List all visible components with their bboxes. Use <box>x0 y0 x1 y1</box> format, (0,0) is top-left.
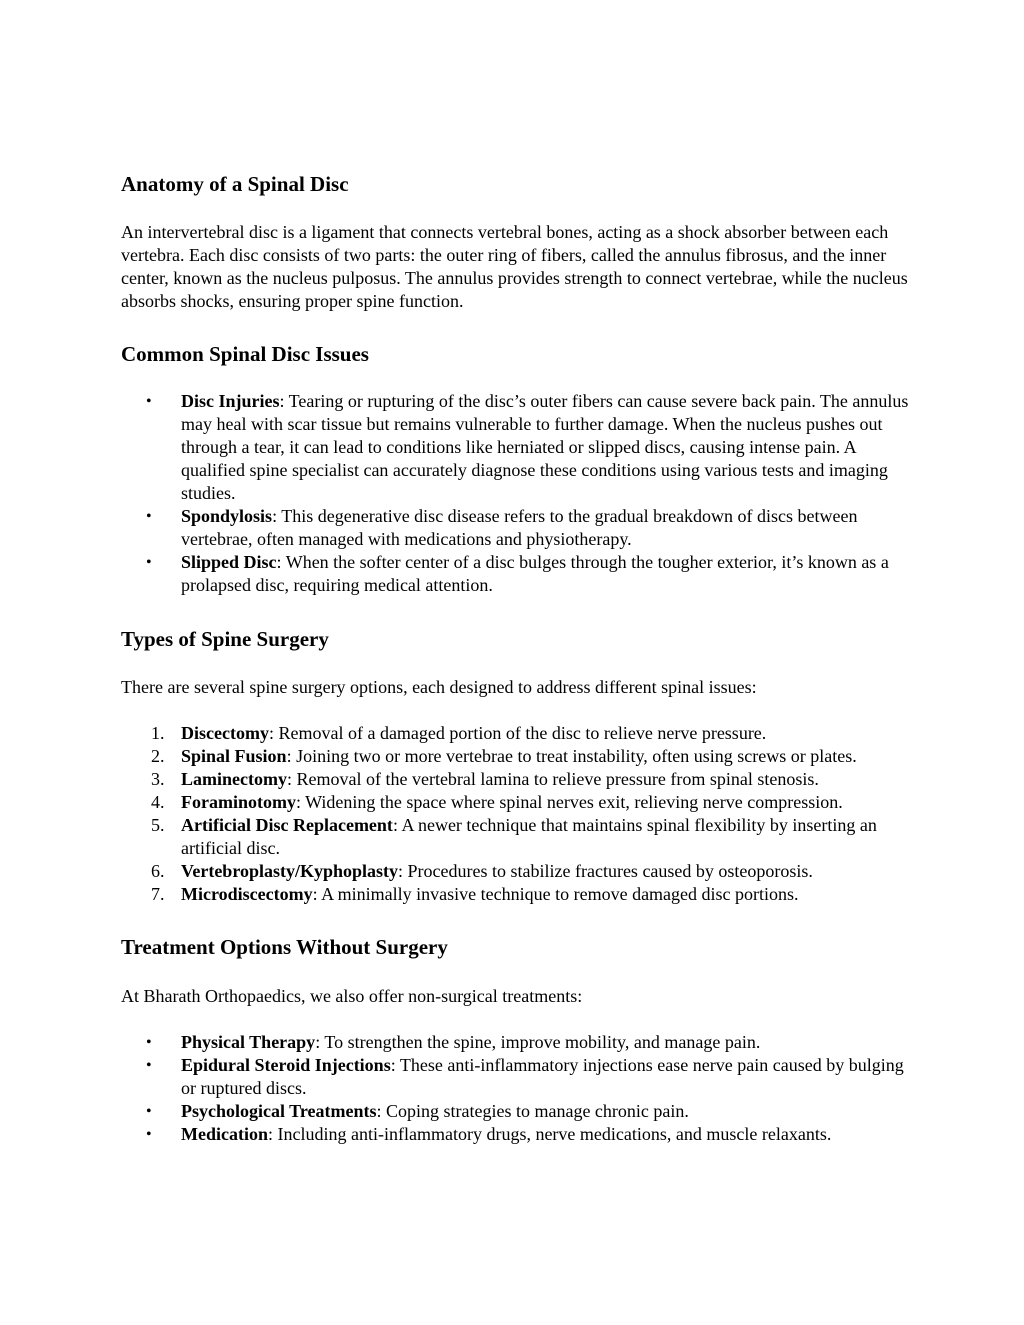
list-item <box>121 814 911 860</box>
list-item <box>121 1100 911 1123</box>
list-item-text: : Including anti-inflammatory drugs, nerve medications, and muscle relaxants. <box>268 1124 832 1144</box>
list-item-text: : These anti-inflammatory injections ease nerve pain caused by bulging or ruptured discs. <box>181 1055 904 1098</box>
list-item <box>121 791 911 814</box>
list-item-text: : Removal of the vertebral lamina to relieve pressure from spinal stenosis. <box>286 769 819 789</box>
list-item-term: Slipped Disc <box>181 552 277 572</box>
list-item <box>121 505 911 551</box>
list-item-term: Artificial Disc Replacement <box>181 815 393 835</box>
list-item-text: : Coping strategies to manage chronic pain. <box>376 1101 689 1121</box>
list-item <box>121 551 911 597</box>
list-item-term: Spondylosis <box>181 506 273 526</box>
list-item-text: : A minimally invasive technique to remove damaged disc portions. <box>312 884 799 904</box>
list-item <box>121 1123 911 1146</box>
list-item <box>121 860 911 883</box>
list-item-term: Medication <box>181 1124 268 1144</box>
list-item-text: : When the softer center of a disc bulges through the tougher exterior, it’s known as a prolapsed disc, requiring medical attention. <box>181 552 889 595</box>
list-number: 6. <box>151 861 165 881</box>
list-number: 1. <box>151 723 165 743</box>
list-item <box>121 745 911 768</box>
section-heading-types: Types of Spine Surgery <box>121 627 329 651</box>
list-item-text: : Widening the space where spinal nerves exit, relieving nerve compression. <box>295 792 843 812</box>
list-item-text: : A newer technique that maintains spinal flexibility by inserting an artificial disc. <box>181 815 877 858</box>
surgery-types-list <box>121 722 911 906</box>
list-item <box>121 1054 911 1100</box>
list-item-text: : Joining two or more vertebrae to treat instability, often using screws or plates. <box>286 746 857 766</box>
list-item <box>121 768 911 791</box>
section-heading-treatment: Treatment Options Without Surgery <box>121 935 448 959</box>
treatment-intro: At Bharath Orthopaedics, we also offer non-surgical treatments: <box>121 986 583 1006</box>
types-intro: There are several spine surgery options, each designed to address different spinal issues: <box>121 677 757 697</box>
bullet-icon: • <box>146 1126 152 1143</box>
list-item-term: Psychological Treatments <box>181 1101 377 1121</box>
list-number: 7. <box>151 884 165 904</box>
bullet-icon: • <box>146 554 152 571</box>
list-item-text: : This degenerative disc disease refers to the gradual breakdown of discs between vertebrae, often managed with medications and physiotherapy. <box>181 506 858 549</box>
list-item-term: Microdiscectomy <box>181 884 313 904</box>
list-item-term: Discectomy <box>181 723 269 743</box>
bullet-icon: • <box>146 1103 152 1120</box>
list-item-term: Physical Therapy <box>181 1032 316 1052</box>
list-item-text: : Procedures to stabilize fractures caused by osteoporosis. <box>398 861 813 881</box>
list-item-term: Spinal Fusion <box>181 746 287 766</box>
bullet-icon: • <box>146 508 152 525</box>
list-item-text: : To strengthen the spine, improve mobility, and manage pain. <box>315 1032 761 1052</box>
list-item <box>121 722 911 745</box>
list-item <box>121 883 911 906</box>
list-item-term: Vertebroplasty/Kyphoplasty <box>181 861 399 881</box>
anatomy-paragraph: An intervertebral disc is a ligament that connects vertebral bones, acting as a shock absorber between each vertebra. Each disc consists of two parts: the outer ring of fibers, called the annulus fibrosus, and the inner center, known as the nucleus pulposus. The annulus provides strength to connect vertebrae, while the nucleus absorbs shocks, ensuring proper spine function. <box>121 222 908 311</box>
document-page <box>121 170 911 1146</box>
list-number: 4. <box>151 792 165 812</box>
list-item-text: : Tearing or rupturing of the disc’s outer fibers can cause severe back pain. The annulus may heal with scar tissue but remains vulnerable to further damage. When the nucleus pushes out through a tear, it can lead to conditions like herniated or slipped discs, causing intense pain. A qualified spine specialist can accurately diagnose these conditions using various tests and imaging studies. <box>181 391 909 503</box>
bullet-icon: • <box>146 393 152 410</box>
bullet-icon: • <box>146 1057 152 1074</box>
list-number: 2. <box>151 746 165 766</box>
list-item-term: Disc Injuries <box>181 391 280 411</box>
list-item <box>121 390 911 505</box>
list-item-term: Laminectomy <box>181 769 287 789</box>
section-heading-issues: Common Spinal Disc Issues <box>121 342 369 366</box>
treatment-list <box>121 1031 911 1146</box>
section-heading-anatomy: Anatomy of a Spinal Disc <box>121 172 349 196</box>
list-item-term: Epidural Steroid Injections <box>181 1055 391 1075</box>
list-number: 3. <box>151 769 165 789</box>
list-item-text: : Removal of a damaged portion of the disc to relieve nerve pressure. <box>268 723 767 743</box>
issues-list <box>121 390 911 597</box>
bullet-icon: • <box>146 1034 152 1051</box>
list-item <box>121 1031 911 1054</box>
list-number: 5. <box>151 815 165 835</box>
list-item-term: Foraminotomy <box>181 792 296 812</box>
